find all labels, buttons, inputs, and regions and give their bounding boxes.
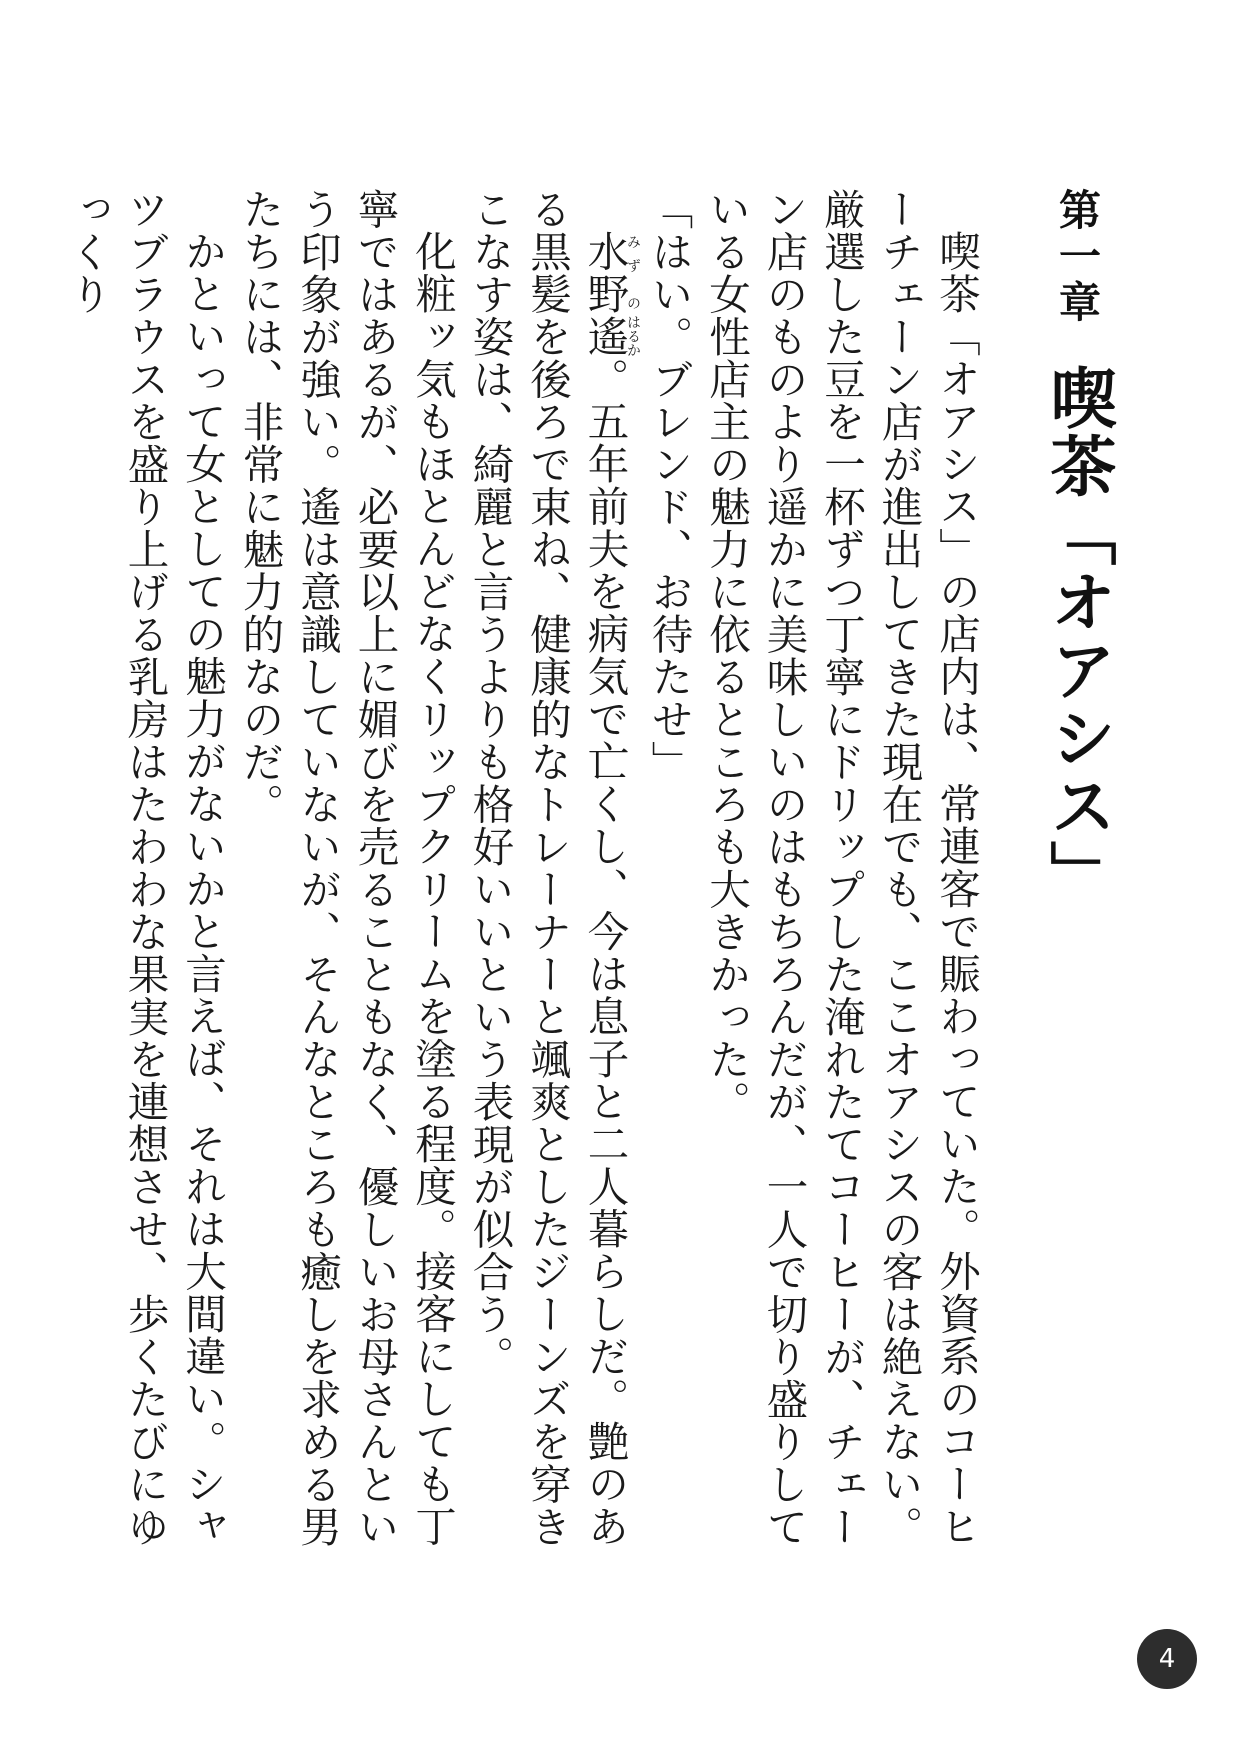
name-reading-last: はるか — [625, 314, 641, 357]
name-reading-first: みず の — [625, 229, 641, 315]
body-text — [63, 188, 985, 1578]
name-ruby-last — [580, 314, 641, 358]
paragraph-5: かといって女としての魅力がないかと言えば、それは大間違い。シャツブラウスを盛り上げる乳房はたわわな果実を連想させ、歩くたびにゆっくり — [63, 188, 227, 1548]
dialogue-line: 「はい。ブレンド、お待たせ」 — [644, 188, 694, 783]
chapter-number: 第一章 — [1053, 188, 1102, 326]
paragraph-3 — [461, 188, 640, 1578]
paragraph-3-text: 。五年前夫を病気で亡くし、今は息子と二人暮らしだ。艶のある黒髪を後ろで束ね、健康的なトレーナーと颯爽としたジーンズを穿きこなす姿は、綺麗と言うよりも格好いいという表現が似合う。 — [465, 188, 630, 1548]
chapter-heading — [1030, 188, 1125, 908]
name-ruby-first — [580, 229, 641, 315]
page-number: 4 — [1158, 1644, 1176, 1674]
paragraph-1: 喫茶「オアシス」の店内は、常連客で賑わっていた。外資系のコーヒーチェーン店が進出してきた現在でも、ここオアシスの客は絶えない。厳選した豆を一杯ずつ丁寧にドリップした淹れたてコーヒーが、チェーン店のものより遥かに美味しいのはもちろんだが、一人で切り盛りしている女性店主の魅力に依るところも大きかった。 — [702, 188, 981, 1548]
page-number-badge — [1137, 1629, 1197, 1689]
paragraph-4: 化粧ッ気もほとんどなくリップクリームを塗る程度。接客にしても丁寧ではあるが、必要以上に媚びを売ることもなく、優しいお母さんという印象が強い。遙は意識していないが、そんなところも癒しを求める男たちには、非常に魅力的なのだ。 — [235, 188, 457, 1548]
name-kanji-last: 遙 — [580, 314, 630, 357]
chapter-title: 喫茶「オアシス」 — [1039, 364, 1116, 908]
name-kanji-first: 水野 — [580, 229, 630, 315]
